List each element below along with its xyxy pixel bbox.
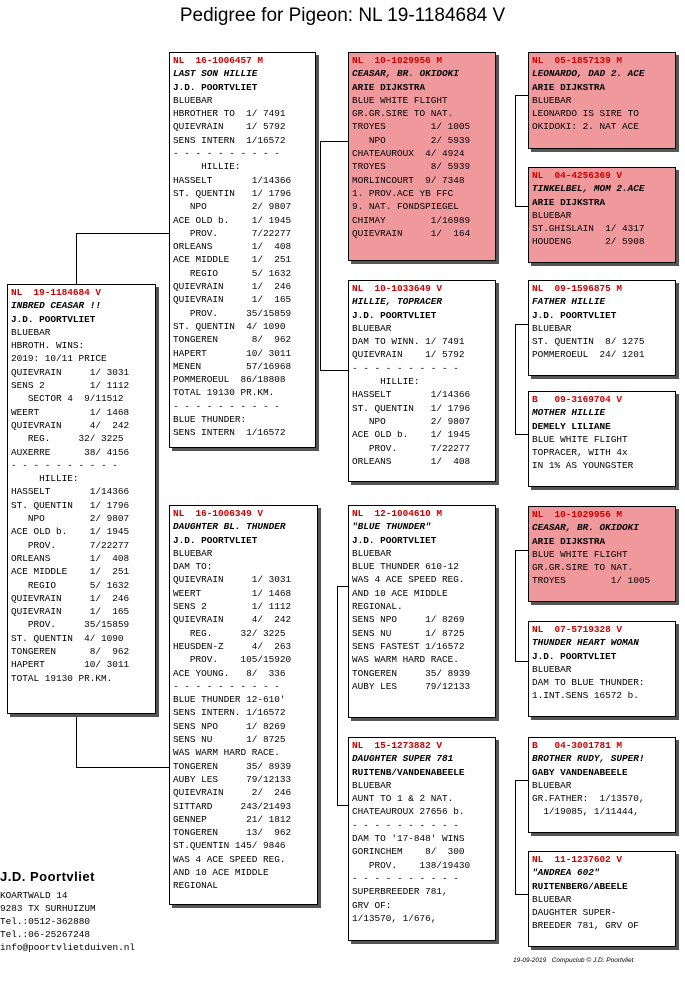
info-line: GENNEP 21/ 1812 [173, 813, 292, 825]
info-line: QUIEVRAIN 4/ 242 [11, 419, 130, 431]
info-line: QUIEVRAIN 1/ 165 [173, 294, 292, 306]
breeder-name: J.D. POORTVLIET [173, 534, 258, 546]
info-line: BLUEBAR [352, 322, 392, 334]
info-line: HOUDENG 2/ 5908 [532, 236, 645, 248]
info-line: GR.FATHER: 1/13570, [532, 793, 645, 805]
footer-credit: 19-09-2019 Compuclub © J.D. Poortvliet [513, 957, 634, 964]
info-line: BLUEBAR [11, 326, 51, 338]
info-line: QUIEVRAIN 1/ 164 [352, 227, 471, 239]
info-line: TONGEREN 35/ 8939 [352, 667, 471, 679]
info-line: CHIMAY 1/16989 [352, 214, 471, 226]
info-line: WAS WARM HARD RACE. [352, 654, 459, 666]
info-line: ORLEANS 1/ 408 [11, 552, 130, 564]
dds-card[interactable] [528, 737, 676, 833]
pigeon-name: CEASAR, BR. OKIDOKI [352, 68, 459, 80]
info-line: - - - - - - - - - - [352, 819, 459, 831]
info-line: WAS 4 ACE SPEED REG. [352, 574, 465, 586]
pigeon-name: CEASAR, BR. OKIDOKI [532, 522, 639, 534]
sdd-card[interactable] [528, 391, 676, 487]
info-line: QUIEVRAIN 1/ 246 [11, 592, 130, 604]
info-line: ORLEANS 1/ 408 [352, 455, 471, 467]
breeder-name: GABY VANDENABEELE [532, 766, 628, 778]
dam-sire-card[interactable] [348, 505, 496, 718]
ring-number: NL 10-1033649 V [352, 283, 443, 294]
info-line: QUIEVRAIN 1/ 3031 [11, 366, 130, 378]
info-line: REGIO 5/ 1632 [173, 267, 292, 279]
ssd-card[interactable] [528, 167, 676, 263]
info-line: BLUEBAR [532, 779, 572, 791]
info-line: TONGEREN 13/ 962 [173, 827, 292, 839]
subject-pigeon-card[interactable] [7, 284, 156, 714]
sire-card[interactable] [169, 52, 316, 448]
info-line: SENS FASTEST 1/16572 [352, 640, 465, 652]
info-line: AUBY LES 79/12133 [352, 680, 471, 692]
connector-line [515, 894, 528, 895]
info-line: PROV. 35/15859 [173, 307, 292, 319]
info-line: NPO 2/ 9807 [173, 201, 292, 213]
info-line: CHATEAUROUX 27656 b. [352, 806, 465, 818]
info-line: 1. PROV.ACE YB FFC [352, 187, 454, 199]
info-line: BLUEBAR [352, 779, 392, 791]
info-line: PROV. 7/22277 [352, 442, 471, 454]
info-line: HAPERT 10/ 3011 [11, 659, 130, 671]
info-line: SENS 2 1/ 1112 [11, 380, 130, 392]
ring-number: B 04-3001781 M [532, 740, 623, 751]
breeder-name: ARIE DIJKSTRA [532, 81, 606, 93]
info-line: ST. QUENTIN 8/ 1275 [532, 336, 645, 348]
breeder-name: J.D. Poortvliet [0, 869, 95, 884]
info-line: ACE OLD b. 1/ 1945 [11, 526, 130, 538]
info-line: HASSELT 1/14366 [11, 486, 130, 498]
info-line: TONGEREN 8/ 962 [11, 646, 130, 658]
breeder-name: J.D. POORTVLIET [532, 650, 617, 662]
dss-card[interactable] [528, 506, 676, 602]
connector-line [515, 550, 528, 551]
info-line: HILLIE: [173, 161, 241, 173]
pigeon-name: MOTHER HILLIE [532, 407, 606, 419]
info-line: ACE MIDDLE 1/ 251 [173, 254, 292, 266]
info-line: BLUEBAR [532, 94, 572, 106]
connector-line [76, 233, 169, 234]
info-line: REG. 32/ 3225 [11, 433, 124, 445]
connector-line [76, 233, 77, 285]
info-line: HBROTHER TO 1/ 7491 [173, 108, 286, 120]
info-line: GORINCHEM 8/ 300 [352, 846, 465, 858]
info-line: BLUEBAR [532, 209, 572, 221]
info-line: DAUGHTER SUPER- [532, 907, 617, 919]
info-line: BLUEBAR [532, 893, 572, 905]
info-line: - - - - - - - - - - [352, 872, 459, 884]
breeder-email[interactable]: info@poortvlietduiven.nl [0, 942, 136, 953]
info-line: DAM TO: [173, 561, 213, 573]
info-line: HEUSDEN-Z 4/ 263 [173, 640, 292, 652]
info-line: SENS NU 1/ 8725 [173, 734, 286, 746]
pigeon-name: "BLUE THUNDER" [352, 521, 431, 533]
info-line: 2019: 10/11 PRICE [11, 353, 107, 365]
info-line: REGIONAL [173, 880, 219, 892]
ring-number: NL 11-1237602 V [532, 854, 623, 865]
ring-number: NL 07-5719328 V [532, 624, 623, 635]
ring-number: NL 04-4256369 V [532, 170, 623, 181]
info-line: PROV. 138/19430 [352, 859, 471, 871]
info-line: PROV. 7/22277 [173, 227, 292, 239]
breeder-name: ARIE DIJKSTRA [532, 196, 606, 208]
breeder-name: J.D. POORTVLIET [532, 309, 617, 321]
breeder-name: DEMELY LILIANE [532, 420, 611, 432]
info-line: SENS 2 1/ 1112 [173, 601, 292, 613]
info-line: AUBY LES 79/12133 [173, 773, 292, 785]
info-line: HASSELT 1/14366 [352, 389, 471, 401]
info-line: TONGEREN 8/ 962 [173, 334, 292, 346]
breeder-address: KOARTWALD 14 [0, 890, 68, 901]
info-line: - - - - - - - - - - [173, 400, 280, 412]
info-line: QUIEVRAIN 2/ 246 [173, 787, 292, 799]
breeder-name: RUITENB/VANDENABEELE [352, 766, 465, 778]
connector-line [337, 586, 348, 587]
info-line: ACE YOUNG. 8/ 336 [173, 667, 286, 679]
info-line: BLUEBAR [532, 322, 572, 334]
pigeon-name: INBRED CEASAR !! [11, 300, 102, 312]
info-line: SENS INTERN 1/16572 [173, 427, 286, 439]
info-line: - - - - - - - - - - [11, 459, 118, 471]
info-line: BLUE WHITE FLIGHT [532, 433, 628, 445]
connector-line [76, 714, 77, 768]
connector-line [515, 95, 528, 96]
info-line: NPO 2/ 9807 [11, 513, 130, 525]
pigeon-name: "ANDREA 602" [532, 867, 600, 879]
ring-number: NL 05-1857139 M [532, 55, 623, 66]
info-line: NPO 2/ 9807 [352, 415, 471, 427]
ring-number: NL 16-1006349 V [173, 508, 264, 519]
pigeon-name: LEONARDO, DAD 2. ACE [532, 68, 645, 80]
info-line: QUIEVRAIN 1/ 246 [173, 281, 292, 293]
info-line: AND 10 ACE MIDDLE [352, 587, 448, 599]
info-line: ST. QUENTIN 1/ 1796 [11, 499, 130, 511]
info-line: HBROTH. WINS: [11, 340, 85, 352]
breeder-tel2: Tel.:06-25267248 [0, 929, 91, 940]
breeder-city: 9283 TX SURHUIZUM [0, 903, 96, 914]
info-line: CHATEAUROUX 4/ 4924 [352, 148, 465, 160]
info-line: WAS 4 ACE SPEED REG. [173, 853, 286, 865]
breeder-name: J.D. POORTVLIET [173, 81, 258, 93]
info-line: - - - - - - - - - - [173, 680, 280, 692]
info-line: TOTAL 19130 PR.KM. [173, 387, 275, 399]
info-line: ST. QUENTIN 1/ 1796 [352, 402, 471, 414]
info-line: OKIDOKI: 2. NAT ACE [532, 121, 639, 133]
info-line: ST. QUENTIN 1/ 1796 [173, 187, 292, 199]
info-line: GR.GR.SIRE TO NAT. [352, 108, 454, 120]
info-line: BREEDER 781, GRV OF [532, 920, 639, 932]
info-line: GR.GR.SIRE TO NAT. [532, 562, 634, 574]
info-line: 1/13570, 1/676, [352, 912, 437, 924]
ring-number: NL 15-1273882 V [352, 740, 443, 751]
info-line: REGIO 5/ 1632 [11, 579, 130, 591]
info-line: DAM TO BLUE THUNDER: [532, 677, 645, 689]
info-line: LEONARDO IS SIRE TO [532, 108, 639, 120]
pigeon-name: LAST SON HILLIE [173, 68, 258, 80]
ddd-card[interactable] [528, 851, 676, 947]
dam-dam-card[interactable] [348, 737, 496, 941]
ring-number: NL 19-1184684 V [11, 287, 102, 298]
info-line: TROYES 1/ 1005 [532, 575, 651, 587]
pigeon-name: FATHER HILLIE [532, 296, 606, 308]
info-line: DAM TO '17-848' WINS [352, 833, 465, 845]
ring-number: B 09-3169704 V [532, 394, 623, 405]
pigeon-name: DAUGHTER BL. THUNDER [173, 521, 286, 533]
info-line: TROYES 1/ 1005 [352, 121, 471, 133]
pigeon-name: THUNDER HEART WOMAN [532, 637, 639, 649]
info-line: 9. NAT. FONDSPIEGEL [352, 201, 459, 213]
info-line: BLUE WHITE FLIGHT [352, 94, 448, 106]
info-line: PROV. 105/15920 [173, 654, 292, 666]
info-line: SENS NU 1/ 8725 [352, 627, 465, 639]
info-line: MENEN 57/16968 [173, 360, 292, 372]
connector-line [320, 370, 348, 371]
info-line: TOTAL 19130 PR.KM. [11, 672, 113, 684]
dsd-card[interactable] [528, 621, 676, 717]
info-line: DAM TO WINN. 1/ 7491 [352, 336, 465, 348]
ring-number: NL 12-1004610 M [352, 508, 443, 519]
info-line: 1/19085, 1/11444, [532, 806, 639, 818]
info-line: BLUEBAR [532, 663, 572, 675]
info-line: ST.GHISLAIN 1/ 4317 [532, 223, 645, 235]
info-line: AUNT TO 1 & 2 NAT. [352, 793, 454, 805]
info-line: QUIEVRAIN 1/ 5792 [352, 349, 465, 361]
info-line: BLUEBAR [173, 94, 213, 106]
info-line: ORLEANS 1/ 408 [173, 241, 292, 253]
connector-line [515, 661, 528, 662]
info-line: QUIEVRAIN 1/ 165 [11, 606, 130, 618]
page-title: Pedigree for Pigeon: NL 19-1184684 V [179, 5, 506, 26]
info-line: BLUEBAR [352, 547, 392, 559]
info-line: NPO 2/ 5939 [352, 134, 471, 146]
info-line: 1.INT.SENS 16572 b. [532, 690, 639, 702]
info-line: IN 1% AS YOUNGSTER [532, 460, 634, 472]
connector-line [515, 324, 528, 325]
connector-line [320, 141, 348, 142]
info-line: BLUEBAR [173, 547, 213, 559]
pigeon-name: HILLIE, TOPRACER [352, 296, 443, 308]
info-line: QUIEVRAIN 1/ 3031 [173, 574, 292, 586]
info-line: BLUE WHITE FLIGHT [532, 548, 628, 560]
info-line: SENS INTERN. 1/16572 [173, 707, 286, 719]
info-line: GRV OF: [352, 899, 392, 911]
info-line: SENS NPO 1/ 8269 [173, 720, 286, 732]
breeder-tel1: Tel.:0512-362880 [0, 916, 91, 927]
info-line: ST. QUENTIN 4/ 1090 [11, 632, 124, 644]
info-line: ST.QUENTIN 145/ 9846 [173, 840, 286, 852]
breeder-info [0, 868, 135, 954]
ring-number: NL 10-1029956 M [532, 509, 623, 520]
info-line: POMMEROEUL 24/ 1201 [532, 349, 645, 361]
sire-dam-card[interactable] [348, 280, 496, 482]
connector-line [76, 767, 169, 768]
info-line: SITTARD 243/21493 [173, 800, 292, 812]
dam-card[interactable] [169, 505, 318, 905]
info-line: TROYES 8/ 5939 [352, 161, 471, 173]
info-line: POMMEROEUL 86/18808 [173, 374, 286, 386]
pigeon-name: BROTHER RUDY, SUPER! [532, 753, 645, 765]
info-line: HILLIE: [352, 376, 420, 388]
info-line: WEERT 1/ 1468 [11, 406, 130, 418]
ring-number: NL 16-1006457 M [173, 55, 264, 66]
info-line: MORLINCOURT 9/ 7348 [352, 174, 465, 186]
ring-number: NL 09-1596875 M [532, 283, 623, 294]
breeder-name: J.D. POORTVLIET [352, 534, 437, 546]
info-line: ST. QUENTIN 4/ 1090 [173, 320, 286, 332]
sds-card[interactable] [528, 280, 676, 376]
info-line: - - - - - - - - - - [352, 362, 459, 374]
info-line: QUIEVRAIN 1/ 5792 [173, 121, 286, 133]
connector-line [515, 434, 528, 435]
connector-line [320, 141, 321, 371]
ring-number: NL 10-1029956 M [352, 55, 443, 66]
info-line: WEERT 1/ 1468 [173, 587, 292, 599]
info-line: TONGEREN 35/ 8939 [173, 760, 292, 772]
info-line: SECTOR 4 9/11512 [11, 393, 124, 405]
connector-line [515, 95, 516, 207]
breeder-name: ARIE DIJKSTRA [352, 81, 426, 93]
info-line: PROV. 35/15859 [11, 619, 130, 631]
info-line: HASSELT 1/14366 [173, 174, 292, 186]
connector-line [515, 206, 528, 207]
info-line: SENS INTERN 1/16572 [173, 134, 286, 146]
info-line: WAS WARM HARD RACE. [173, 747, 280, 759]
info-line: - - - - - - - - - - [173, 148, 280, 160]
info-line: REGIONAL. [352, 601, 403, 613]
breeder-name: ARIE DIJKSTRA [532, 535, 606, 547]
connector-line [515, 324, 516, 435]
info-line: SUPERBREEDER 781, [352, 886, 448, 898]
sss-card[interactable] [528, 52, 676, 149]
info-line: AND 10 ACE MIDDLE [173, 867, 269, 879]
info-line: QUIEVRAIN 4/ 242 [173, 614, 292, 626]
connector-line [337, 586, 338, 806]
info-line: TOPRACER, WITH 4x [532, 447, 628, 459]
info-line: SENS NPO 1/ 8269 [352, 614, 465, 626]
info-line: ACE MIDDLE 1/ 251 [11, 566, 130, 578]
info-line: HAPERT 10/ 3011 [173, 347, 292, 359]
info-line: ACE OLD b. 1/ 1945 [352, 429, 471, 441]
pigeon-name: DAUGHTER SUPER 781 [352, 753, 454, 765]
info-line: BLUE THUNDER: [173, 414, 247, 426]
info-line: BLUE THUNDER 12-610' [173, 694, 286, 706]
breeder-name: J.D. POORTVLIET [11, 313, 96, 325]
breeder-name: J.D. POORTVLIET [352, 309, 437, 321]
connector-line [515, 780, 528, 781]
pigeon-name: TINKELBEL, MOM 2.ACE [532, 183, 645, 195]
info-line: HILLIE: [11, 473, 79, 485]
connector-line [337, 805, 348, 806]
info-line: PROV. 7/22277 [11, 539, 130, 551]
connector-line [515, 550, 516, 662]
info-line: ACE OLD b. 1/ 1945 [173, 214, 292, 226]
info-line: BLUE THUNDER 610-12 [352, 561, 459, 573]
info-line: AUXERRE 38/ 4156 [11, 446, 130, 458]
connector-line [515, 780, 516, 895]
breeder-name: RUITENBERG/ABEELE [532, 880, 628, 892]
sire-sire-card[interactable] [348, 52, 496, 261]
info-line: REG. 32/ 3225 [173, 627, 286, 639]
